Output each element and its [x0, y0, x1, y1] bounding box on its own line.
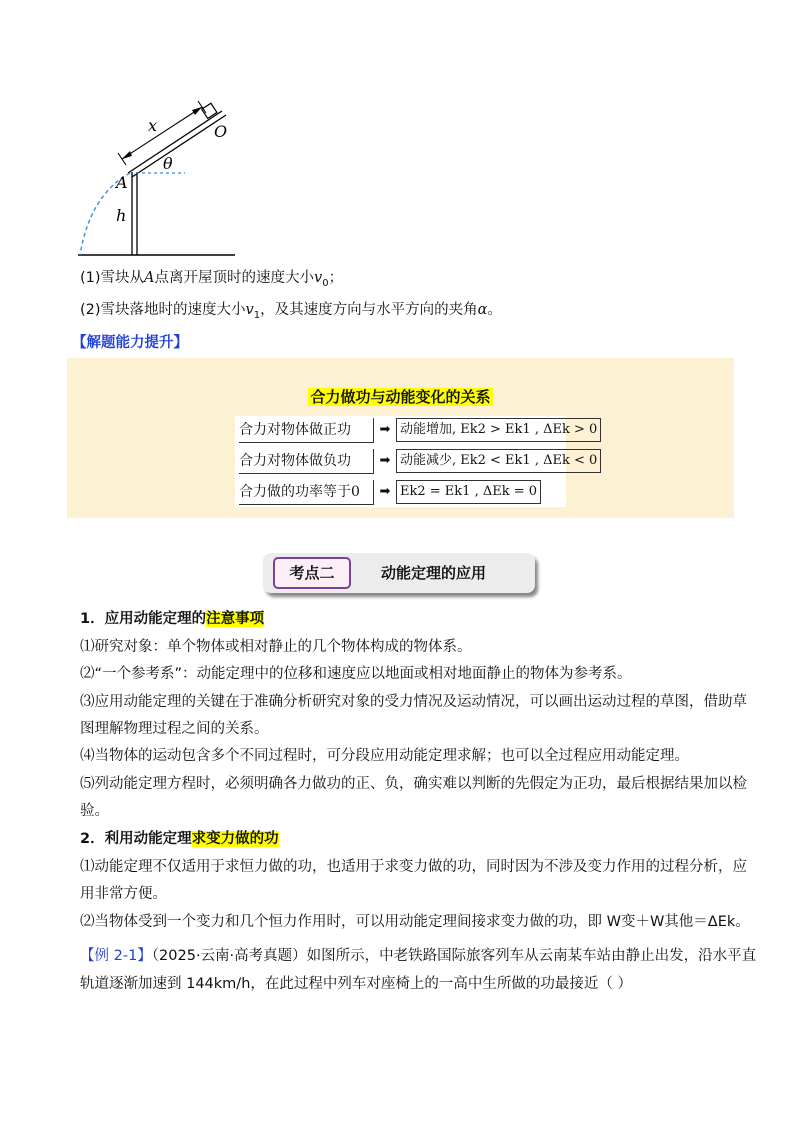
arrow-right-icon: ➡: [379, 453, 391, 468]
question-2: (2)雪块落地时的速度大小$v_1$，及其速度方向与水平方向的夹角α。: [80, 302, 502, 321]
label-A: A: [116, 173, 128, 192]
section1-item: ⑵“一个参考系”：动能定理中的位移和速度应以地面或相对地面静止的物体为参考系。: [80, 666, 632, 682]
example-tag: 【例 2-1】: [80, 948, 152, 964]
question-1: (1)雪块从A点离开屋顶时的速度大小$v_0$；: [80, 270, 344, 289]
relation-panel: [67, 358, 734, 518]
topic-title: 动能定理的应用: [381, 564, 487, 582]
relation-row-left: 合力对物体做负功: [239, 449, 374, 474]
roof-line: [128, 111, 222, 173]
label-O: O: [214, 122, 228, 141]
relation-title: 合力做功与动能变化的关系: [310, 388, 491, 406]
ability-heading: 【解题能力提升】: [72, 335, 188, 351]
arrow-right-icon: ➡: [379, 422, 391, 437]
relation-table: [235, 416, 598, 507]
arrow-right-icon: ➡: [379, 484, 391, 499]
relation-row-right: Ek2 = Ek1 , ΔEk = 0: [396, 480, 541, 504]
section1-item: ⑷当物体的运动包含多个不同过程时，可分段应用动能定理求解；也可以全过程应用动能定理。: [80, 748, 689, 764]
section1-item: 验。: [80, 803, 109, 819]
section2-item: ⑴动能定理不仅适用于求恒力做的功，也适用于求变力做的功，同时因为不涉及变力作用的过程分析，应: [80, 859, 747, 875]
relation-row-right: 动能减少, Ek2 < Ek1 , ΔEk < 0: [396, 449, 601, 473]
example-line-1: 【例 2-1】（2025·云南·高考真题）如图所示，中老铁路国际旅客列车从云南某车站由静止出发，沿水平直: [80, 948, 757, 964]
section1-item: ⑴研究对象：单个物体或相对静止的几个物体构成的物体系。: [80, 639, 472, 655]
roof-line: [132, 115, 226, 177]
topic-badge: 考点二: [273, 557, 351, 589]
section1-item: ⑸列动能定理方程时，必须明确各力做功的正、负，确实难以判断的先假定为正功，最后根据结果加以检: [80, 776, 747, 792]
arrowhead: [122, 151, 132, 159]
topic-banner: [263, 553, 535, 593]
label-x: x: [148, 116, 158, 135]
relation-row-left: 合力做的功率等于0: [239, 480, 374, 505]
projectile-figure: [70, 95, 250, 265]
label-h: h: [116, 206, 127, 225]
arrowhead: [192, 107, 202, 115]
relation-row-right: 动能增加, Ek2 > Ek1 , ΔEk > 0: [396, 418, 601, 442]
section1-heading: 1．应用动能定理的注意事项: [80, 611, 265, 627]
section2-item: ⑵当物体受到一个变力和几个恒力作用时，可以用动能定理间接求变力做的功，即 W变＋W其他＝ΔEk。: [80, 914, 750, 930]
section2-heading: 2．利用动能定理求变力做的功: [80, 831, 279, 847]
section2-item: 用非常方便。: [80, 886, 167, 902]
relation-row-left: 合力对物体做正功: [239, 418, 374, 443]
label-theta: θ: [163, 154, 173, 173]
section1-item: ⑶应用动能定理的关键在于准确分析研究对象的受力情况及运动情况，可以画出运动过程的草图，借助草: [80, 694, 747, 710]
example-line-2: 轨道逐渐加速到 144km/h，在此过程中列车对座椅上的一高中生所做的功最接近（ ）: [80, 976, 632, 992]
section1-item: 图理解物理过程之间的关系。: [80, 721, 269, 737]
